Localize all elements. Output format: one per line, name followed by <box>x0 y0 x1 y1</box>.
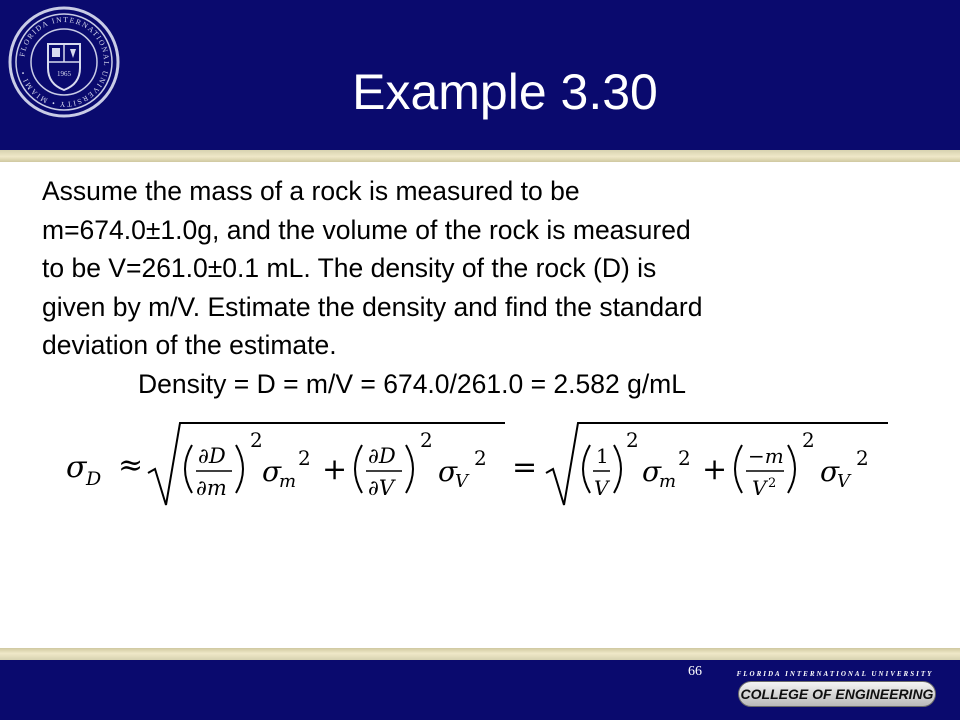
svg-text:∂m: ∂m <box>196 476 227 500</box>
college-of-engineering-logo <box>732 670 938 710</box>
svg-text:1965: 1965 <box>57 70 71 78</box>
svg-text:σ: σ <box>820 455 840 488</box>
body-line: given by m/V. Estimate the density and find the standard <box>42 291 703 322</box>
body-line: to be V=261.0±0.1 mL. The density of the rock (D) is <box>42 253 657 283</box>
svg-text:+: + <box>702 452 728 487</box>
svg-text:2: 2 <box>768 476 777 491</box>
body-line: Assume the mass of a rock is measured to be <box>42 176 580 206</box>
svg-text:∂D: ∂D <box>198 444 226 468</box>
svg-text:2: 2 <box>420 428 433 452</box>
svg-text:2: 2 <box>626 428 639 452</box>
svg-text:∂V: ∂V <box>368 476 395 500</box>
problem-statement <box>42 172 922 365</box>
body-line: deviation of the estimate. <box>42 330 337 360</box>
svg-text:+: + <box>322 452 348 487</box>
institution-label: FLORIDA INTERNATIONAL UNIVERSITY <box>736 670 934 678</box>
body-line: m=674.0±1.0g, and the volume of the rock is measured <box>42 214 691 245</box>
svg-text:2: 2 <box>856 446 869 470</box>
slide-title: Example 3.30 <box>352 64 658 120</box>
svg-text:σ: σ <box>262 455 282 488</box>
svg-text:m: m <box>279 471 297 492</box>
svg-text:2: 2 <box>678 446 691 470</box>
error-propagation-formula <box>60 415 910 520</box>
approx-sign: ≈ <box>118 448 144 483</box>
svg-text:−m: −m <box>748 444 784 468</box>
svg-text:V: V <box>594 476 609 500</box>
subscript-D: D <box>86 468 102 490</box>
svg-text:2: 2 <box>474 446 487 470</box>
svg-text:V: V <box>455 471 468 492</box>
density-equation: Density = D = m/V = 674.0/261.0 = 2.582 g/mL <box>138 369 686 399</box>
svg-text:V: V <box>837 471 850 492</box>
svg-text:V: V <box>752 476 767 500</box>
svg-text:σ: σ <box>438 455 458 488</box>
svg-text:FLORIDA INTERNATIONAL UNIVERSI: FLORIDA INTERNATIONAL UNIVERSITY • MIAMI • <box>17 14 112 110</box>
sigma-symbol: σ <box>66 450 87 485</box>
svg-text:2: 2 <box>250 428 263 452</box>
equals-sign: = <box>512 450 538 485</box>
svg-text:2: 2 <box>802 428 815 452</box>
svg-text:∂D: ∂D <box>368 444 396 468</box>
header-rule <box>0 150 960 162</box>
svg-text:2: 2 <box>298 446 311 470</box>
college-label: COLLEGE OF ENGINEERING <box>738 681 936 707</box>
svg-text:m: m <box>659 471 677 492</box>
svg-text:1: 1 <box>596 444 609 468</box>
page-number: 66 <box>688 664 702 679</box>
svg-text:σ: σ <box>642 455 662 488</box>
footer-rule <box>0 648 960 660</box>
